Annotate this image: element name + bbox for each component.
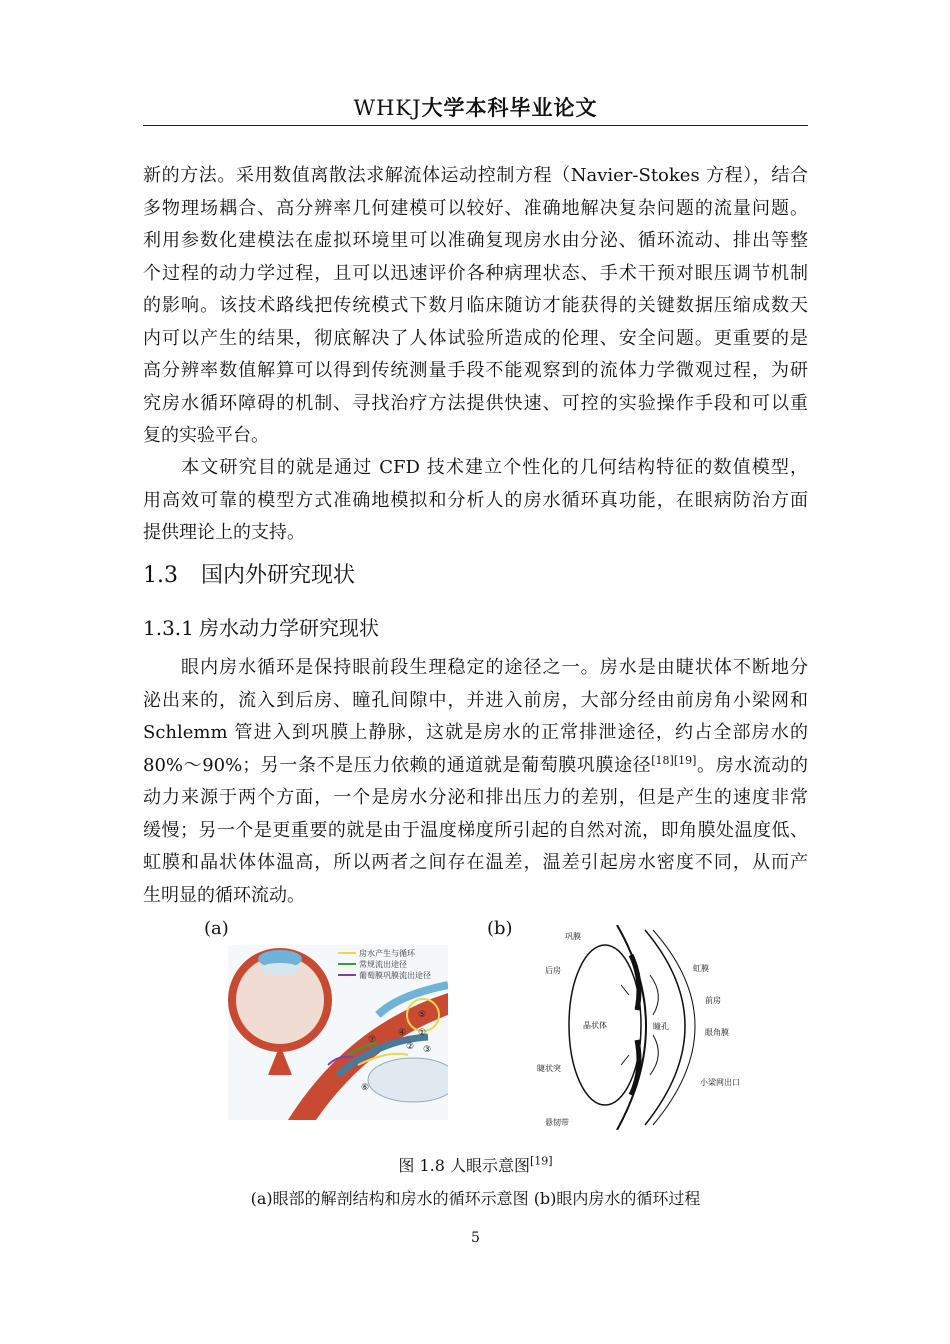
paragraph-line: 本文研究目的就是通过 CFD 技术建立个性化的几何结构特征的数值模型， (143, 457, 808, 478)
paragraph-line: 泌出来的，流入到后房、瞳孔间隙中，并进入前房，大部分经由前房角小梁网和 (143, 689, 808, 711)
lens-icon (260, 963, 300, 975)
paragraph-line: 虹膜和晶状体体温高，所以两者之间存在温差，温差引起房水密度不同，从而产 (143, 852, 808, 873)
paragraph-line: 动力来源于两个方面，一个是房水分泌和排出压力的差别，但是产生的速度非常 (143, 787, 808, 808)
legend-label: 房水产生与循环 (359, 949, 415, 958)
paragraph-line: 多物理场耦合、高分辨率几何建模可以较好、准确地解决复杂问题的流量问题。 (143, 197, 808, 219)
legend-label: 常规流出途径 (359, 960, 407, 969)
subsection-title: 房水动力学研究现状 (199, 616, 379, 640)
subsection-number: 1.3.1 (143, 616, 194, 640)
paragraph-line: 的影响。该技术路线把传统模式下数月临床随访才能获得的关键数据压缩成数天 (143, 295, 808, 316)
label-zonule: 悬韧带 (545, 1118, 569, 1127)
lens-section-icon (368, 1058, 448, 1102)
label-iris: 虹膜 (693, 964, 709, 973)
figure-caption-citation: [19] (530, 1154, 553, 1168)
paragraph-line: 生明显的循环流动。 (143, 884, 305, 906)
marker-label: ② (406, 1042, 415, 1052)
marker-label: ⑤ (418, 1010, 427, 1020)
paragraph-line: Schlemm 管进入到巩膜上静脉，这就是房水的正常排泄途径，约占全部房水的 (143, 722, 808, 743)
paragraph-1 (143, 160, 808, 453)
paragraph-line: 缓慢；另一个是更重要的就是由于温度梯度所引起的自然对流，即角膜处温度低、 (143, 819, 808, 841)
marker-label: ⑦ (368, 1035, 377, 1045)
flow-arrow-icon (650, 1035, 658, 1075)
marker-label: ⑥ (361, 1083, 370, 1093)
paragraph-line (143, 750, 808, 783)
paragraph-line: 复的实验平台。 (143, 425, 269, 446)
label-posterior-chamber: 后房 (545, 966, 561, 975)
label-ciliary-body: 睫状突 (537, 1064, 561, 1073)
label-trabecular-outlet: 小梁网出口 (700, 1078, 740, 1087)
running-header (143, 92, 808, 122)
label-lens: 晶状体 (583, 1021, 607, 1030)
figure-subcaption: (a)眼部的解剖结构和房水的循环示意图 (b)眼内房水的循环过程 (250, 1189, 701, 1208)
label-anterior-chamber: 前房 (705, 996, 721, 1005)
header-rule (143, 125, 808, 126)
paragraph-line: 究房水循环障碍的机制、寻找治疗方法提供快速、可控的实验操作手段和可以重 (143, 392, 808, 414)
section-title: 国内外研究现状 (201, 563, 356, 588)
figure-caption (143, 1153, 808, 1176)
section-number: 1.3 (143, 563, 178, 588)
figure-b-aqueous-flow (525, 925, 760, 1130)
paragraph-line: 提供理论上的支持。 (143, 522, 305, 543)
page-number: 5 (471, 1230, 480, 1246)
paragraph-line: 内可以产生的结果，彻底解决了人体试验所造成的伦理、安全问题。更重要的是 (143, 327, 808, 349)
label-pupil: 瞳孔 (653, 1022, 669, 1031)
marker-label: ① (418, 1028, 427, 1038)
label-sclera: 巩膜 (565, 932, 581, 941)
label-cornea: 眼角膜 (705, 1028, 729, 1037)
header-prefix: WHKJ (353, 96, 422, 120)
citation: [18][19] (651, 753, 697, 767)
paragraph-line: 高分辨率数值解算可以得到传统测量手段不能观察到的流体力学微观过程，为研 (143, 360, 808, 381)
marker-label: ③ (423, 1045, 432, 1055)
legend-label: 葡萄膜巩膜流出途径 (359, 971, 431, 980)
figure-b-label: (b) (487, 918, 513, 939)
figure-a-label: (a) (204, 918, 229, 939)
paragraph-line: 眼内房水循环是保持眼前段生理稳定的途径之一。房水是由睫状体不断地分 (143, 657, 808, 678)
marker-label: ④ (398, 1028, 407, 1038)
figure-a-eye-anatomy (228, 945, 448, 1120)
subsection-heading (143, 612, 379, 641)
paragraph-3 (143, 652, 808, 912)
text-run: 。房水流动的 (696, 754, 808, 776)
paragraph-line: 利用参数化建模法在虚拟环境里可以准确复现房水由分泌、循环流动、排出等整 (143, 230, 808, 251)
paragraph-line: 个过程的动力学过程，且可以迅速评价各种病理状态、手术干预对眼压调节机制 (143, 262, 808, 284)
figure-caption-title: 图 1.8 人眼示意图 (398, 1156, 531, 1175)
text-run: 80%～90%；另一条不是压力依赖的通道就是葡萄膜巩膜途径 (143, 754, 652, 776)
paragraph-line: 用高效可靠的模型方式准确地模拟和分析人的房水循环真功能，在眼病防治方面 (143, 489, 808, 511)
paragraph-2 (143, 452, 808, 550)
header-title: 大学本科毕业论文 (421, 96, 598, 120)
paragraph-line: 新的方法。采用数值离散法求解流体运动控制方程（Navier-Stokes 方程），结合 (143, 165, 808, 186)
section-heading (143, 558, 355, 589)
flow-arrow-icon (650, 975, 658, 1015)
